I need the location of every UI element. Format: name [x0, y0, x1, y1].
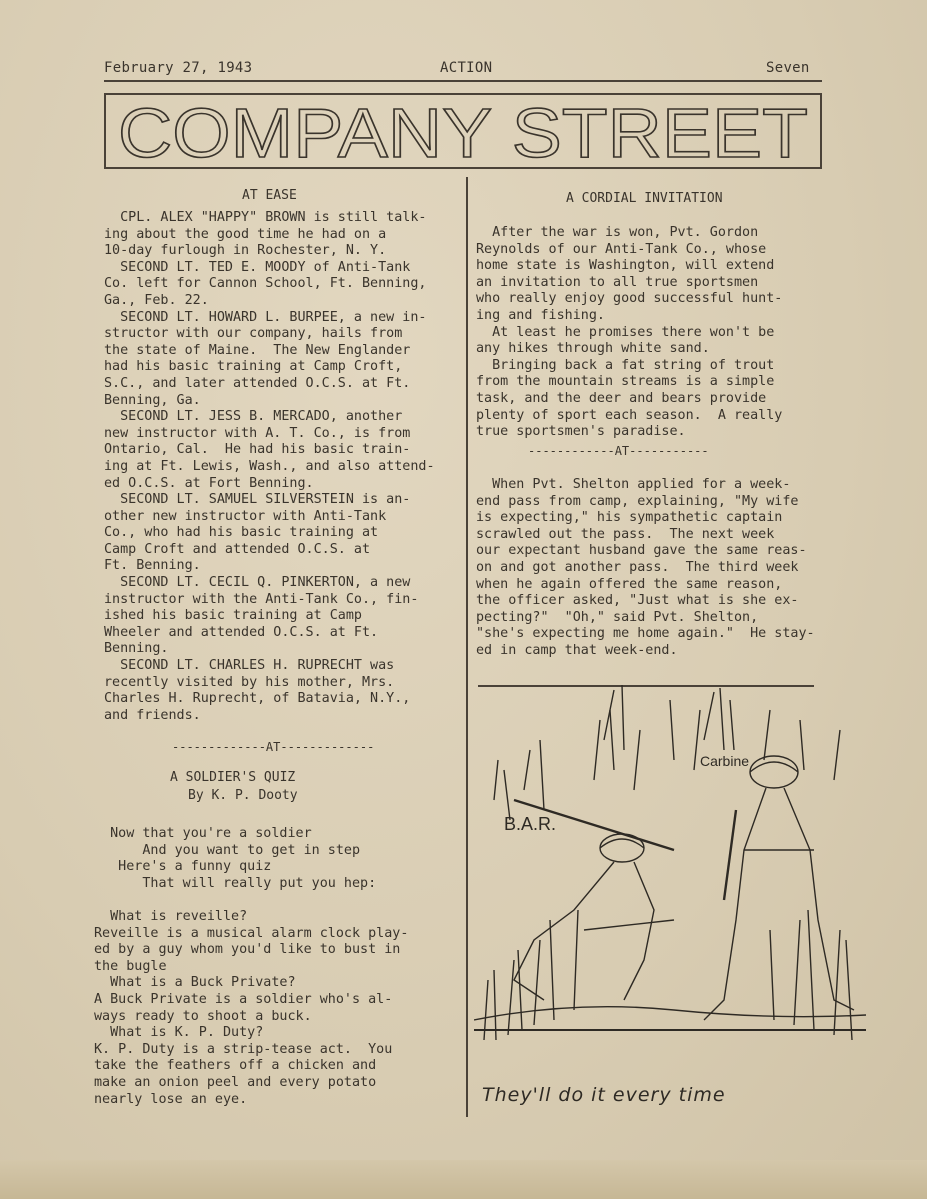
quiz-title: A SOLDIER'S QUIZ: [170, 770, 296, 785]
quiz-byline: By K. P. Dooty: [188, 788, 298, 803]
cartoon-caption: They'll do it every time: [482, 1084, 726, 1106]
shelton-story: When Pvt. Shelton applied for a week- end pass from camp, explaining, "My wife is expecting," his sympathetic captain scrawled out the pass. The next week our expectant husband gave the same reas- on and got another pass. The third week when he again offered the same reason, the officer asked, "Just what is she ex- pecting?" "Oh," said Pvt. Shelton, "she's expecting me home again." He stay- ed in camp that week-end.: [476, 477, 815, 658]
cartoon-label-carbine: Carbine: [700, 753, 750, 769]
publication-name: ACTION: [440, 60, 493, 76]
quiz-body: Now that you're a soldier And you want to get in step Here's a funny quiz That will really put you hep: What is reveille? Reveille is a musical alarm clock play- ed by a guy whom you'd like to bust in the bugle What is a Buck Private? A Buck Private is a soldier who's al- ways ready to shoot a buck. What is K. P. Duty? K. P. Duty is a strip-tease act. You take the feathers off a chicken and make an onion peel and every potato nearly lose an eye.: [94, 826, 409, 1107]
cartoon-label-bar: B.A.R.: [504, 814, 557, 834]
masthead: [104, 93, 822, 169]
masthead-title: COMPANY STREET: [118, 95, 808, 167]
cordial-invitation-body: After the war is won, Pvt. Gordon Reynolds of our Anti-Tank Co., whose home state is Washington, will extend an invitation to all true sportsmen who really enjoy good successful hunt- ing and fishing. At least he promises there won't be any hikes through white sand. Bringing back a fat string of trout from the mountain streams is a simple task, and the deer and bears provide plenty of sport each season. A really true sportsmen's paradise.: [476, 225, 783, 440]
page-number: Seven: [766, 60, 810, 76]
masthead-lettering: [106, 95, 820, 167]
issue-date: February 27, 1943: [104, 60, 253, 76]
section-title-at-ease: AT EASE: [242, 188, 297, 203]
section-title-cordial-invitation: A CORDIAL INVITATION: [566, 191, 723, 206]
page-bottom-edge: [0, 1160, 927, 1199]
cartoon-illustration: [474, 680, 866, 1058]
at-separator-right: ------------AT-----------: [528, 444, 709, 458]
at-separator-left: -------------AT-------------: [172, 740, 375, 754]
header-rule: [104, 80, 822, 82]
column-divider: [466, 177, 468, 1117]
at-ease-body: CPL. ALEX "HAPPY" BROWN is still talk- ing about the good time he had on a 10-day furlough in Rochester, N. Y. SECOND LT. TED E. MOODY of Anti-Tank Co. left for Cannon School, Ft. Benning, Ga., Feb. 22. SECOND LT. HOWARD L. BURPEE, a new in- structor with our company, hails from the state of Maine. The New Englander had his basic training at Camp Croft, S.C., and later attended O.C.S. at Ft. Benning, Ga. SECOND LT. JESS B. MERCADO, another new instructor with A. T. Co., is from Ontario, Cal. He had his basic train- ing at Ft. Lewis, Wash., and also attend- ed O.C.S. at Fort Benning. SECOND LT. SAMUEL SILVERSTEIN is an- other new instructor with Anti-Tank Co., who had his basic training at Camp Croft and attended O.C.S. at Ft. Benning. SECOND LT. CECIL Q. PINKERTON, a new instructor with the Anti-Tank Co., fin- ished his basic training at Camp Wheeler and attended O.C.S. at Ft. Benning. SECOND LT. CHARLES H. RUPRECHT was recently visited by his mother, Mrs. Charles H. Ruprecht, of Batavia, N.Y., and friends.: [104, 210, 435, 723]
